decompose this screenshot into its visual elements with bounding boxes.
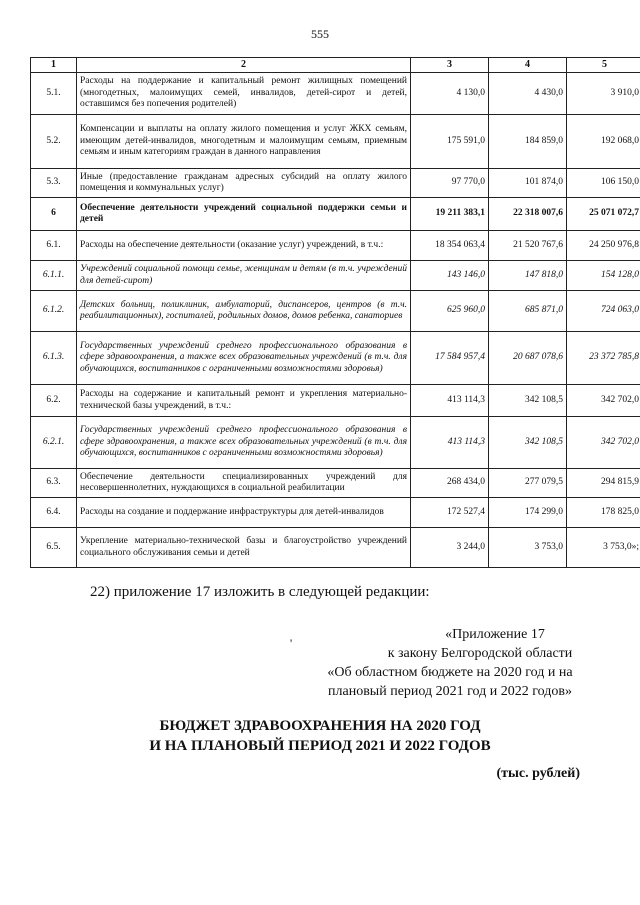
table-row	[31, 261, 640, 291]
col-header-description: 2	[77, 58, 411, 73]
row-description: Государственных учреждений среднего профессионального образования в сфере здравоохранения, а также всех образовательных учреждений (в т.ч. для обучающихся, воспитанников с ограниченными возможностями здоровья)	[77, 332, 411, 385]
row-value-2021: 4 430,0	[489, 73, 567, 115]
appendix-heading	[280, 626, 620, 702]
title-line-2: И НА ПЛАНОВЫЙ ПЕРИОД 2021 И 2022 ГОДОВ	[149, 738, 491, 755]
table-row	[31, 469, 640, 498]
appendix-line-3: «Об областном бюджете на 2020 год и на	[327, 664, 573, 680]
appendix-line-4: плановый период 2021 год и 2022 годов»	[328, 683, 572, 699]
row-description: Расходы на содержание и капитальный ремонт и укрепления материально-технической базы учреждений, в т.ч.:	[77, 385, 411, 417]
row-description: Укрепление материально-технической базы и благоустройство учреждений социального обслуживания семьи и детей	[77, 528, 411, 568]
row-code: 5.3.	[31, 169, 77, 198]
row-value-2020: 143 146,0	[411, 261, 489, 291]
table-row	[31, 417, 640, 469]
table-row	[31, 115, 640, 169]
col-header-2020: 3	[411, 58, 489, 73]
row-value-2022: 154 128,0	[567, 261, 640, 291]
row-code: 6.1.3.	[31, 332, 77, 385]
units-label: (тыс. рублей)	[496, 766, 580, 781]
table-row	[31, 385, 640, 417]
row-value-2021: 21 520 767,6	[489, 231, 567, 261]
row-value-2020: 172 527,4	[411, 498, 489, 528]
col-header-code: 1	[31, 58, 77, 73]
row-code: 6.1.	[31, 231, 77, 261]
row-value-2020: 413 114,3	[411, 417, 489, 469]
row-value-2020: 4 130,0	[411, 73, 489, 115]
table-row	[31, 231, 640, 261]
row-code: 6.1.2.	[31, 291, 77, 332]
row-value-2020: 625 960,0	[411, 291, 489, 332]
stray-mark: '	[290, 636, 293, 650]
row-value-2021: 342 108,5	[489, 417, 567, 469]
budget-table	[30, 57, 640, 568]
row-value-2020: 19 211 383,1	[411, 198, 489, 231]
row-description: Учреждений социальной помощи семье, женщинам и детям (в т.ч. учреждений для детей-сирот)	[77, 261, 411, 291]
page-number: 555	[311, 27, 329, 41]
row-description: Компенсации и выплаты на оплату жилого помещения и услуг ЖКХ семьям, имеющим детей-инвалидов, многодетным и малоимущим семьям, приемным семьям и иным категориям граждан в данного направления	[77, 115, 411, 169]
table-row	[31, 291, 640, 332]
row-description: Государственных учреждений среднего профессионального образования в сфере здравоохранения, а также всех образовательных учреждений (в т.ч. для обучающихся, воспитанников с ограниченными возможностями здоровья)	[77, 417, 411, 469]
row-value-2022: 3 910,0	[567, 73, 640, 115]
row-value-2020: 413 114,3	[411, 385, 489, 417]
row-description: Расходы на обеспечение деятельности (оказание услуг) учреждений, в т.ч.:	[77, 231, 411, 261]
row-description: Иные (предоставление гражданам адресных субсидий на оплату жилого помещения и коммунальных услуг)	[77, 169, 411, 198]
row-value-2021: 342 108,5	[489, 385, 567, 417]
title-line-1: БЮДЖЕТ ЗДРАВООХРАНЕНИЯ НА 2020 ГОД	[159, 718, 481, 734]
row-description: Расходы на создание и поддержание инфраструктуры для детей-инвалидов	[77, 498, 411, 528]
row-value-2021: 101 874,0	[489, 169, 567, 198]
row-description: Детских больниц, поликлиник, амбулаторий, диспансеров, центров (в т.ч. реабилитационных), госпиталей, родильных домов, домов ребенка, санаториев	[77, 291, 411, 332]
row-code: 6.4.	[31, 498, 77, 528]
table-row	[31, 73, 640, 115]
row-value-2020: 175 591,0	[411, 115, 489, 169]
table-row	[31, 498, 640, 528]
row-value-2022: 3 753,0»;	[567, 528, 640, 568]
row-value-2022: 23 372 785,8	[567, 332, 640, 385]
row-value-2022: 24 250 976,8	[567, 231, 640, 261]
row-description: Обеспечение деятельности специализированных учреждений для несовершеннолетних, нуждающихся в социальной реабилитации	[77, 469, 411, 498]
row-value-2020: 97 770,0	[411, 169, 489, 198]
row-code: 5.2.	[31, 115, 77, 169]
col-header-2021: 4	[489, 58, 567, 73]
row-value-2020: 3 244,0	[411, 528, 489, 568]
row-code: 6.3.	[31, 469, 77, 498]
row-value-2022: 294 815,9	[567, 469, 640, 498]
row-code: 6.1.1.	[31, 261, 77, 291]
row-value-2021: 277 079,5	[489, 469, 567, 498]
row-value-2021: 22 318 007,6	[489, 198, 567, 231]
row-value-2020: 17 584 957,4	[411, 332, 489, 385]
document-title	[0, 716, 640, 757]
row-code: 6.2.	[31, 385, 77, 417]
amendment-paragraph: 22) приложение 17 изложить в следующей редакции:	[90, 584, 430, 600]
row-value-2021: 184 859,0	[489, 115, 567, 169]
table-row	[31, 198, 640, 231]
row-value-2021: 174 299,0	[489, 498, 567, 528]
row-value-2022: 106 150,0	[567, 169, 640, 198]
table-header-row	[31, 58, 640, 73]
row-value-2022: 192 068,0	[567, 115, 640, 169]
row-code: 6	[31, 198, 77, 231]
row-code: 5.1.	[31, 73, 77, 115]
row-value-2020: 18 354 063,4	[411, 231, 489, 261]
row-code: 6.5.	[31, 528, 77, 568]
table-row	[31, 169, 640, 198]
row-value-2021: 685 871,0	[489, 291, 567, 332]
row-value-2022: 724 063,0	[567, 291, 640, 332]
row-value-2021: 147 818,0	[489, 261, 567, 291]
appendix-line-2: к закону Белгородской области	[387, 645, 573, 661]
appendix-line-1: «Приложение 17	[445, 627, 545, 642]
row-value-2020: 268 434,0	[411, 469, 489, 498]
table-row	[31, 528, 640, 568]
table-row	[31, 332, 640, 385]
row-value-2022: 25 071 072,7	[567, 198, 640, 231]
row-description: Расходы на поддержание и капитальный ремонт жилищных помещений (многодетных, малоимущих семей, инвалидов, детей-сирот и детей, оставшимся без попечения родителей)	[77, 73, 411, 115]
row-value-2021: 20 687 078,6	[489, 332, 567, 385]
row-value-2022: 342 702,0	[567, 417, 640, 469]
row-value-2022: 342 702,0	[567, 385, 640, 417]
row-description: Обеспечение деятельности учреждений социальной поддержки семьи и детей	[77, 198, 411, 231]
col-header-2022: 5	[567, 58, 640, 73]
row-code: 6.2.1.	[31, 417, 77, 469]
row-value-2021: 3 753,0	[489, 528, 567, 568]
row-value-2022: 178 825,0	[567, 498, 640, 528]
